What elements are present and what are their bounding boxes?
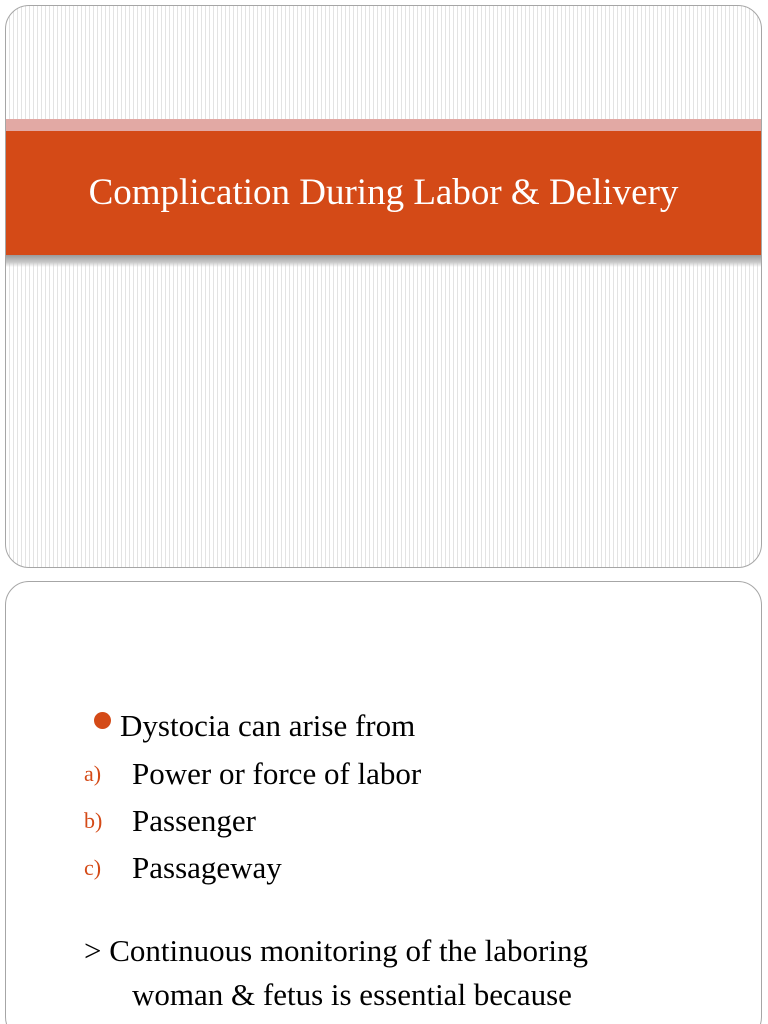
slide-content: [84, 702, 731, 1017]
slide-title: Complication During Labor & Delivery: [88, 172, 679, 213]
list-item: [84, 844, 731, 891]
note-line: woman & fetus is essential because: [132, 977, 572, 1012]
slide-2: [5, 581, 762, 1024]
note-line: > Continuous monitoring of the laboring: [84, 933, 588, 968]
bullet-dot-icon: [94, 712, 111, 729]
list-item: [84, 797, 731, 844]
list-marker: c): [84, 854, 102, 880]
list-item-text: Passageway: [132, 849, 282, 885]
list-item-text: Power or force of labor: [132, 755, 422, 791]
bullet-item: [84, 702, 731, 750]
slide-1: [5, 5, 762, 568]
list-marker: a): [84, 760, 102, 786]
title-band-shadow: [6, 255, 761, 267]
title-band-highlight: [6, 119, 761, 131]
title-band: [6, 131, 761, 255]
list-item: [84, 750, 731, 797]
note-paragraph: [84, 929, 731, 1017]
bullet-text: Dystocia can arise from: [120, 708, 416, 743]
list-marker: b): [84, 807, 103, 833]
list-item-text: Passenger: [132, 802, 256, 838]
